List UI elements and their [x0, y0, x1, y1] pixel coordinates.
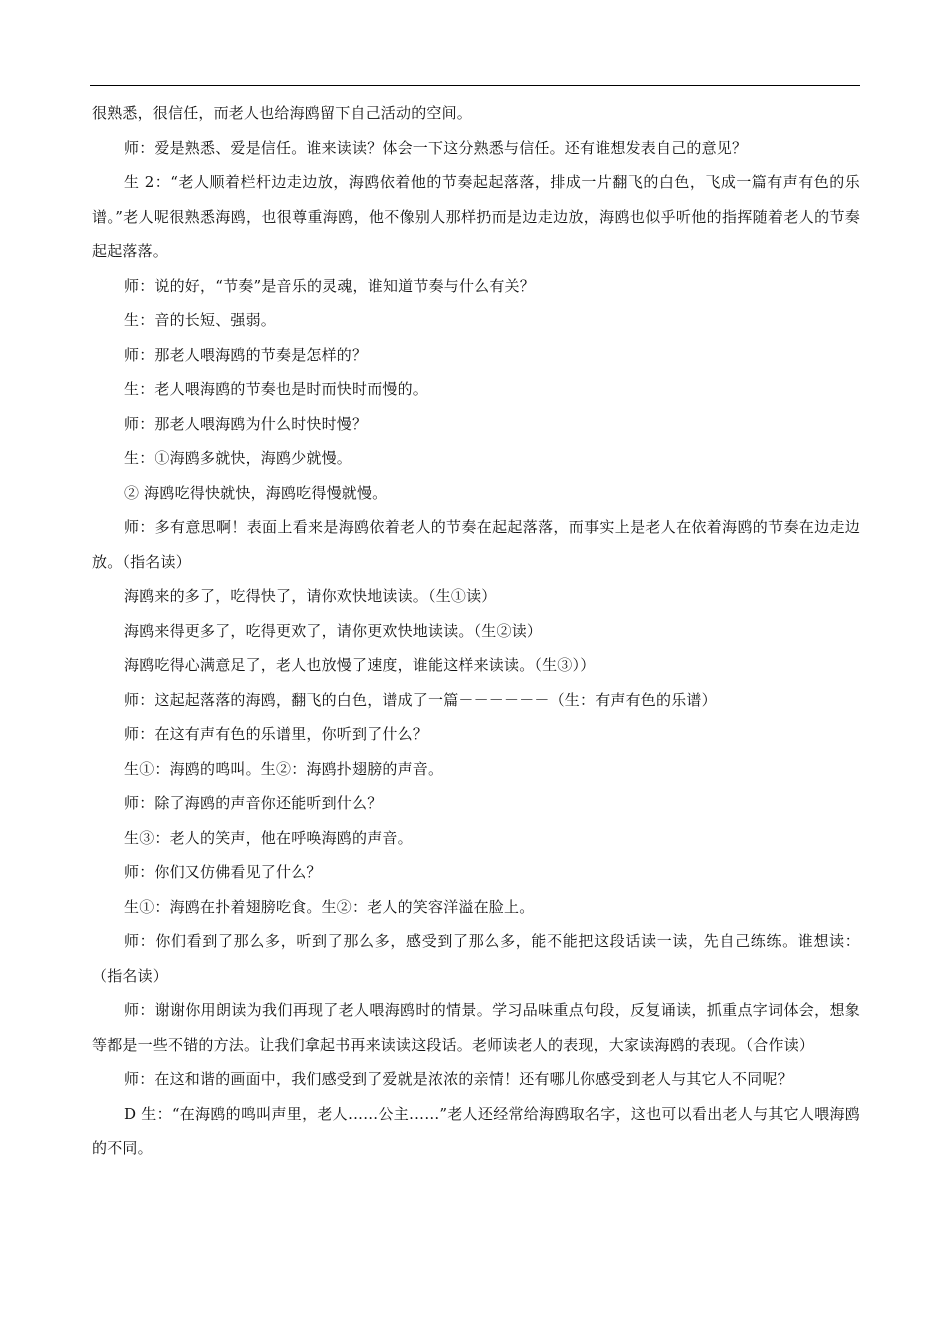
paragraph: 师：在这有声有色的乐谱里，你听到了什么？ [124, 725, 429, 743]
header-rule [90, 85, 860, 86]
paragraph: 师：你们又仿佛看见了什么？ [124, 863, 322, 881]
paragraph: 师：谢谢你用朗读为我们再现了老人喂海鸥时的情景。学习品味重点句段，反复诵读，抓重点字词体会，想象等都是一些不错的方法。让我们拿起书再来读读这段话。老师读老人的表现，大家读海鸥的表现。（合作读） [92, 1001, 860, 1054]
paragraph: 生 2：“老人顺着栏杆边走边放，海鸥依着他的节奏起起落落，排成一片翻飞的白色，飞成一篇有声有色的乐谱。”老人呢很熟悉海鸥，也很尊重海鸥，他不像别人那样扔而是边走边放，海鸥也似乎听他的指挥随着老人的节奏起起落落。 [92, 173, 860, 260]
paragraph: 生：音的长短、强弱。 [124, 311, 277, 329]
paragraph: 师：那老人喂海鸥的节奏是怎样的？ [124, 345, 368, 364]
paragraph: 生：①海鸥多就快，海鸥少就慢。 [124, 449, 353, 467]
paragraph: 师：你们看到了那么多，听到了那么多，感受到了那么多，能不能把这段话读一读，先自己练练。谁想读：（指名读） [92, 932, 860, 985]
paragraph: 海鸥来得更多了，吃得更欢了，请你更欢快地读读。（生②读） [124, 621, 543, 640]
paragraph: 师：爱是熟悉、爱是信任。谁来读读？体会一下这分熟悉与信任。还有谁想发表自己的意见？ [124, 138, 748, 157]
paragraph: 海鸥来的多了，吃得快了，请你欢快地读读。（生①读） [124, 587, 497, 605]
paragraph: 生①：海鸥的鸣叫。生②：海鸥扑翅膀的声音。 [124, 759, 444, 778]
paragraph: 生③：老人的笑声，他在呼唤海鸥的声音。 [124, 828, 413, 847]
paragraph: 很熟悉，很信任，而老人也给海鸥留下自己活动的空间。 [92, 104, 473, 122]
paragraph: 生：老人喂海鸥的节奏也是时而快时而慢的。 [124, 380, 429, 398]
paragraph: 师：这起起落落的海鸥，翻飞的白色，谱成了一篇－－－－－－（生：有声有色的乐谱） [124, 690, 717, 709]
paragraph: 师：多有意思啊！表面上看来是海鸥依着老人的节奏在起起落落，而事实上是老人在依着海鸥的节奏在边走边放。（指名读） [92, 518, 860, 571]
paragraph: 师：除了海鸥的声音你还能听到什么？ [124, 794, 383, 812]
document-body [92, 96, 860, 1166]
paragraph: ② 海鸥吃得快就快，海鸥吃得慢就慢。 [124, 483, 388, 502]
paragraph: 师：那老人喂海鸥为什么时快时慢？ [124, 414, 368, 433]
paragraph: D 生：“在海鸥的鸣叫声里，老人……公主……”老人还经常给海鸥取名字，这也可以看出老人与其它人喂海鸥的不同。 [92, 1104, 860, 1157]
paragraph: 师：在这和谐的画面中，我们感受到了爱就是浓浓的亲情！还有哪儿你感受到老人与其它人不同呢？ [124, 1070, 793, 1088]
paragraph: 生①：海鸥在扑着翅膀吃食。生②：老人的笑容洋溢在脸上。 [124, 897, 535, 916]
paragraph: 师：说的好，“节奏”是音乐的灵魂，谁知道节奏与什么有关？ [124, 276, 535, 295]
paragraph: 海鸥吃得心满意足了，老人也放慢了速度，谁能这样来读读。（生③）） [124, 656, 596, 674]
